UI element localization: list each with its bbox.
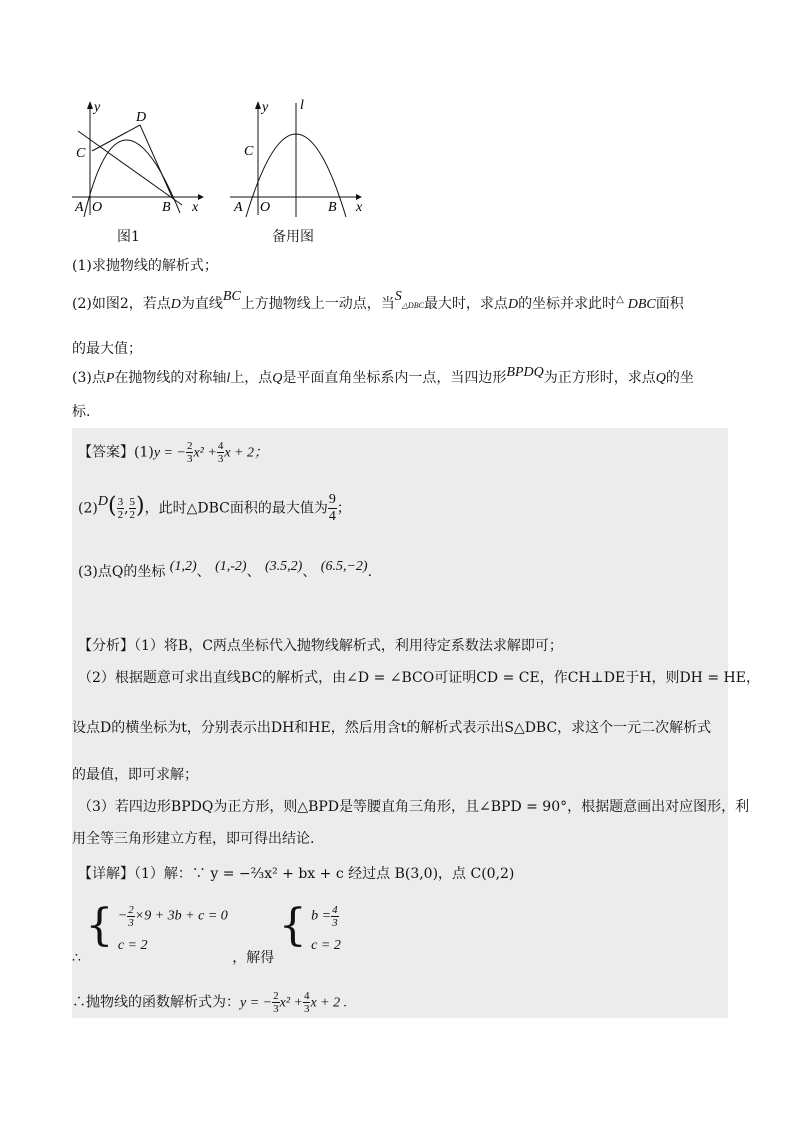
label-c: C — [76, 146, 86, 161]
q-num-marker: (1) — [72, 258, 92, 274]
brace-left: { — [85, 900, 114, 951]
label-x: x — [192, 200, 199, 215]
answer-1: 【答案】(1)y = − $\frac{2}{3}$ x² + $\frac{4}{3}$ x + 2； — [78, 440, 268, 465]
analysis-line-6: 用全等三角形建立方程，即可得出结论. — [72, 831, 315, 847]
detail-line-3: ∴抛物线的函数解析式为：y = − $\frac{2}{3}$ x² + $\frac{4}{3}$ x + 2 . — [72, 990, 348, 1015]
figure-1-caption: 图1 — [117, 229, 140, 245]
answer-3: (3)点Q的坐标 (1,2)、 (1,-2)、 (3.5,2)、 (6.5,−2). — [78, 559, 373, 580]
line-bc — [78, 131, 182, 205]
y-axis-arrow — [87, 101, 93, 109]
label-x: x — [356, 200, 363, 215]
label-l: l — [300, 98, 304, 113]
label-d: D — [136, 110, 147, 125]
label-o: O — [92, 200, 103, 215]
q-num-marker: (2) — [72, 296, 92, 312]
answer-2: (2)D( $\frac{3}{2}$ , $\frac{5}{2}$ )，此时△DBC面积的最大值为 $\frac{9}{4}$ ； — [78, 492, 351, 524]
label-o: O — [260, 200, 271, 215]
question-2-line2: 的最大值； — [72, 341, 142, 357]
line-cd — [92, 125, 140, 151]
analysis-line-3: 设点D的横坐标为t，分别表示出DH和HE，然后用含t的解析式表示出S△DBC，求这个一元二次解析式 — [72, 720, 712, 736]
q-num-marker: (3) — [72, 370, 92, 386]
detail-system: ∴ { − $\frac{2}{3}$ ×9 + 3b + c = 0 c = 2 ，解得 { b = $\frac{4}{3}$ c = 2 — [72, 900, 341, 966]
y-axis-arrow — [255, 101, 261, 109]
detail-line-1: 【详解】（1）解：∵ y = −⅔x² + bx + c 经过点 B(3,0)，点 C(0,2) — [78, 866, 515, 882]
label-y: y — [94, 100, 101, 115]
figure-1 — [70, 95, 210, 220]
label-y: y — [262, 100, 269, 115]
label-c: C — [244, 144, 254, 159]
question-3-line2: 标. — [72, 404, 91, 420]
figure-2-caption: 备用图 — [272, 229, 314, 245]
figure-2 — [228, 95, 373, 220]
label-a: A — [75, 200, 84, 215]
analysis-line-5: （3）若四边形BPDQ为正方形，则△BPD是等腰直角三角形，且∠BPD = 90°，根据题意画出对应图形，利 — [78, 799, 750, 815]
question-3: (3)点P在抛物线的对称轴l上，点Q是平面直角坐标系内一点，当四边形BPDQ为正方形时，求点Q的坐 — [72, 365, 694, 386]
label-b: B — [328, 200, 337, 215]
analysis-line-4: 的最值，即可求解； — [72, 767, 198, 783]
question-1: (1)求抛物线的解析式； — [72, 258, 218, 274]
label-b: B — [162, 200, 171, 215]
question-2: (2)如图2，若点D为直线BC上方抛物线上一动点，当S△DBC最大时，求点D的坐标并求此时△ DBC面积 — [72, 289, 684, 312]
x-axis-arrow — [198, 194, 204, 200]
analysis-line-2: （2）根据题意可求出直线BC的解析式，由∠D = ∠BCO可证明CD = CE，作CH⊥DE于H，则DH = HE， — [78, 670, 760, 686]
analysis-line-1: 【分析】（1）将B，C两点坐标代入抛物线解析式，利用待定系数法求解即可； — [78, 638, 563, 654]
brace-right: { — [278, 900, 307, 951]
label-a: A — [234, 200, 243, 215]
